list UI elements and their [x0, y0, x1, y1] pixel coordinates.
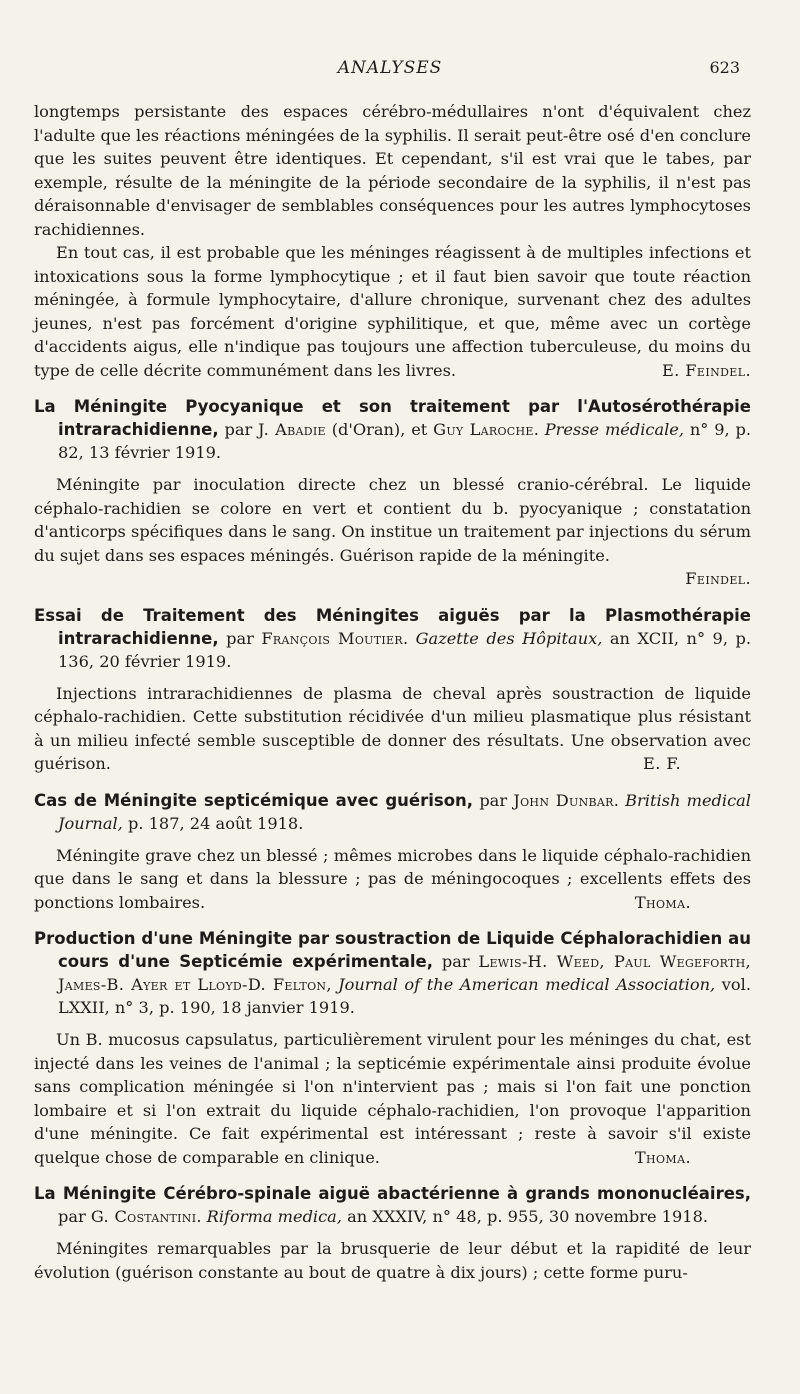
signature: Thoma. — [634, 892, 691, 912]
running-title: ANALYSES — [337, 58, 443, 78]
entry-authors: François Moutier — [261, 628, 403, 648]
par-text: par — [58, 1207, 91, 1226]
entry-abstract: Méningite grave chez un blessé ; mêmes microbes dans le liquide céphalo-rachidien que dans le sang et dans la blessure ; pas de méningocoques ; excellents effets des ponctions lombaires. — [34, 845, 751, 912]
separator: . — [613, 790, 626, 810]
entry-reference: p. 187, 24 août 1918. — [122, 813, 304, 833]
article-body — [34, 100, 751, 1284]
entry-reference: n° 9, p. 82, 13 février 1919. — [58, 420, 751, 462]
entry-authors: J. Abadie — [258, 420, 326, 439]
entry-abstract: Méningite par inoculation directe chez un blessé cranio-cérébral. Le liquide céphalo-rachidien se colore en vert et contient du b. pyocyanique ; constatation d'anticorps spécifiques dans le sang. On institue un traitement par injections du sérum du sujet dans ses espaces méningés. Guérison rapide de la méningite. — [34, 475, 751, 565]
entry-title: Essai de Traitement des Méningites aiguës par la Plasmothérapie intrarachidienne, — [34, 605, 751, 648]
par-text: par — [218, 628, 262, 648]
entry-abstract-block — [34, 844, 751, 915]
entry-heading — [34, 789, 751, 835]
entry-heading — [34, 395, 751, 464]
signature: E. F. — [643, 754, 681, 773]
separator: . — [402, 628, 416, 648]
carryover-paragraph — [34, 241, 751, 382]
entry-authors: John Dunbar — [513, 790, 614, 810]
separator: . — [196, 1207, 207, 1226]
entry-title: Production d'une Méningite par soustraction de Liquide Céphalorachidien au cours d'une Septicémie expérimentale, — [34, 929, 751, 971]
signature: E. Feindel. — [661, 360, 751, 380]
signature: Thoma. — [634, 1147, 691, 1167]
carryover-paragraph: longtemps persistante des espaces cérébro-médullaires n'ont d'équivalent chez l'adulte que les réactions méningées de la syphilis. Il serait peut-être osé d'en conclure que les suites peuvent être identiques. Et cependant, s'il est vrai que le tabes, par exemple, résulte de la méningite de la période secondaire de la syphilis, il n'est pas déraisonnable d'envisager de semblables conséquences pour les autres lymphocytoses rachidiennes. — [34, 102, 751, 239]
entry-authors: Guy Laroche — [433, 420, 534, 439]
entry-heading — [34, 604, 751, 673]
entry-title: La Méningite Cérébro-spinale aiguë abactérienne à grands mononucléaires, — [34, 1184, 751, 1203]
review-entry — [34, 927, 751, 1169]
entry-heading — [34, 927, 751, 1019]
entry-reference: an XXXIV, n° 48, p. 955, 30 novembre 1918. — [341, 1207, 709, 1226]
paragraph-text: En tout cas, il est probable que les méninges réagissent à de multiples infections et intoxications sous la forme lymphocytique ; et il faut bien savoir que toute réaction méningée, à formule lymphocytaire, d'allure chronique, survenant chez des adultes jeunes, n'est pas forcément d'origine syphilitique, et que, même avec un cortège d'accidents aigus, elle n'indique pas toujours une affection tuberculeuse, du moins du type de celle décrite communément dans les livres. — [34, 243, 751, 380]
entry-journal: Gazette des Hôpitaux, — [415, 628, 603, 648]
par-text: par — [433, 952, 479, 971]
entry-journal: British medical Journal, — [58, 790, 751, 833]
entry-affiliation: (d'Oran), et — [325, 420, 434, 439]
entry-journal: Riforma medica, — [206, 1207, 342, 1226]
par-text: par — [218, 420, 259, 439]
separator: . — [533, 420, 545, 439]
review-entry — [34, 1182, 751, 1284]
entry-abstract-block — [34, 682, 751, 776]
entry-journal: Journal of the American medical Association, — [338, 975, 716, 994]
entry-heading — [34, 1182, 751, 1228]
entry-abstract: Injections intrarachidiennes de plasma de cheval après soustraction de liquide céphalo-rachidien. Cette substitution récidivée d'un milieu plasmatique plus résistant à un milieu infecté semble susceptible de donner des résultats. Une observation avec guérison. — [34, 683, 751, 773]
review-entry — [34, 395, 751, 591]
signature: Feindel. — [685, 569, 751, 588]
entry-reference: an XCII, n° 9, p. 136, 20 février 1919. — [58, 628, 752, 671]
par-text: par — [473, 790, 514, 810]
page-number: 623 — [709, 58, 740, 77]
entry-title: La Méningite Pyocyanique et son traitement par l'Autosérothérapie intrarachidienne, — [34, 397, 751, 439]
entry-authors: Lewis-H. Weed, Paul Wegeforth, James-B. Ayer et Lloyd-D. Felton — [58, 952, 751, 994]
entry-abstract: Un B. mucosus capsulatus, particulièrement virulent pour les méninges du chat, est injecté dans les veines de l'animal ; la septicémie expérimentale ainsi produite évolue sans complication méningée si l'on n'intervient pas ; mais si l'on fait une ponction lombaire et si l'on extrait du liquide céphalo-rachidien, l'on provoque l'apparition d'une méningite. Ce fait expérimental est intéressant ; reste à savoir s'il existe quelque chose de comparable en clinique. — [34, 1030, 751, 1167]
review-entry — [34, 789, 751, 915]
entry-title: Cas de Méningite septicémique avec guérison, — [34, 790, 474, 810]
running-header — [40, 58, 740, 88]
entry-abstract-block — [34, 1028, 751, 1169]
separator: , — [326, 975, 339, 994]
entry-authors: G. Costantini — [90, 1207, 197, 1226]
review-entry — [34, 604, 751, 776]
entry-journal: Presse médicale, — [544, 420, 685, 439]
entry-abstract: Méningites remarquables par la brusquerie de leur début et la rapidité de leur évolution (guérison constante au bout de quatre à dix jours) ; cette forme puru- — [34, 1239, 751, 1282]
entry-reference: vol. LXXII, n° 3, p. 190, 18 janvier 1919. — [58, 975, 751, 1017]
